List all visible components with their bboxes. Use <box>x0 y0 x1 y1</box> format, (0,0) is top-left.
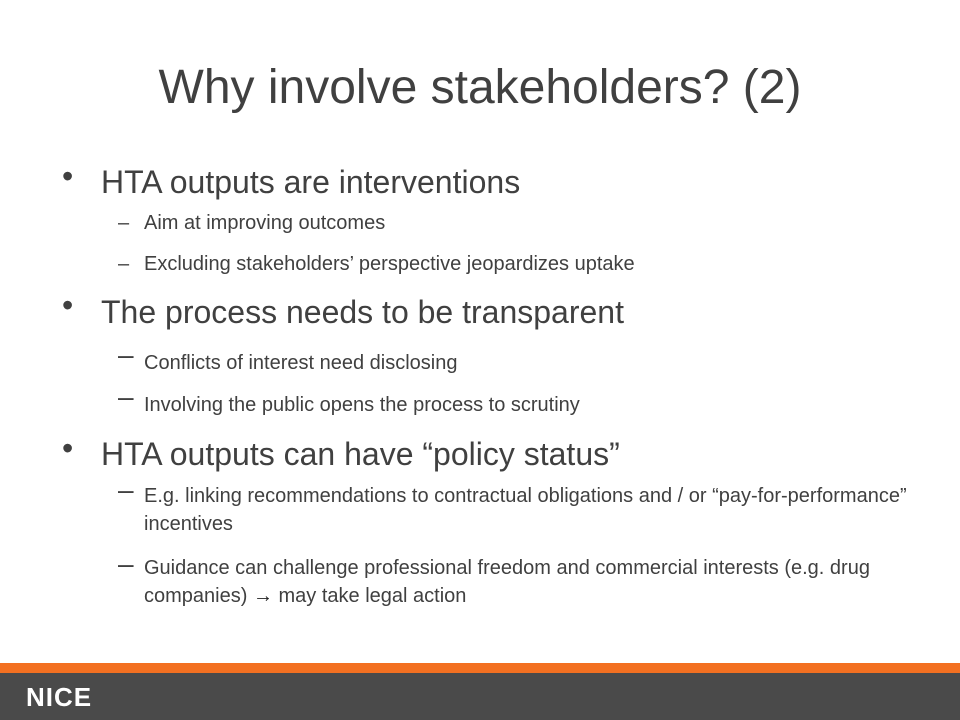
bullet-2-text: The process needs to be transparent <box>101 294 624 330</box>
right-arrow-icon: → <box>252 585 273 607</box>
dash-marker: – <box>118 253 130 275</box>
bullet-1-sub-1: Aim at improving outcomes <box>144 212 386 234</box>
bullet-1-text: HTA outputs are interventions <box>101 164 521 200</box>
bullet-3-sub-1: E.g. linking recommendations to contractual obligations and / or “pay-for-performance” incentives <box>144 485 907 535</box>
bullet-marker: • <box>62 430 74 466</box>
bullet-3-sub-2-text: Guidance can challenge professional freedom and commercial interests (e.g. drug companies) <box>144 557 870 607</box>
slide-title: Why involve stakeholders? (2) <box>158 61 802 114</box>
bullet-3-text: HTA outputs can have “policy status” <box>101 436 620 472</box>
bullet-2-sub-1: Conflicts of interest need disclosing <box>144 352 458 374</box>
dash-marker: – <box>118 548 134 579</box>
bullet-3-sub-2-tail: may take legal action <box>278 585 467 607</box>
nice-logo: NICE <box>26 682 93 712</box>
dash-marker: – <box>118 474 134 505</box>
bullet-marker: • <box>62 287 74 323</box>
dash-marker: – <box>118 339 134 370</box>
bullet-2-sub-2: Involving the public opens the process to scrutiny <box>144 394 580 416</box>
footer-accent-stripe <box>0 663 960 673</box>
bullet-1-sub-2: Excluding stakeholders’ perspective jeopardizes uptake <box>144 253 635 275</box>
footer-bar <box>0 673 960 720</box>
dash-marker: – <box>118 212 130 234</box>
dash-marker: – <box>118 381 134 412</box>
bullet-marker: • <box>62 158 74 194</box>
bullet-3-sub-2 <box>144 554 924 610</box>
